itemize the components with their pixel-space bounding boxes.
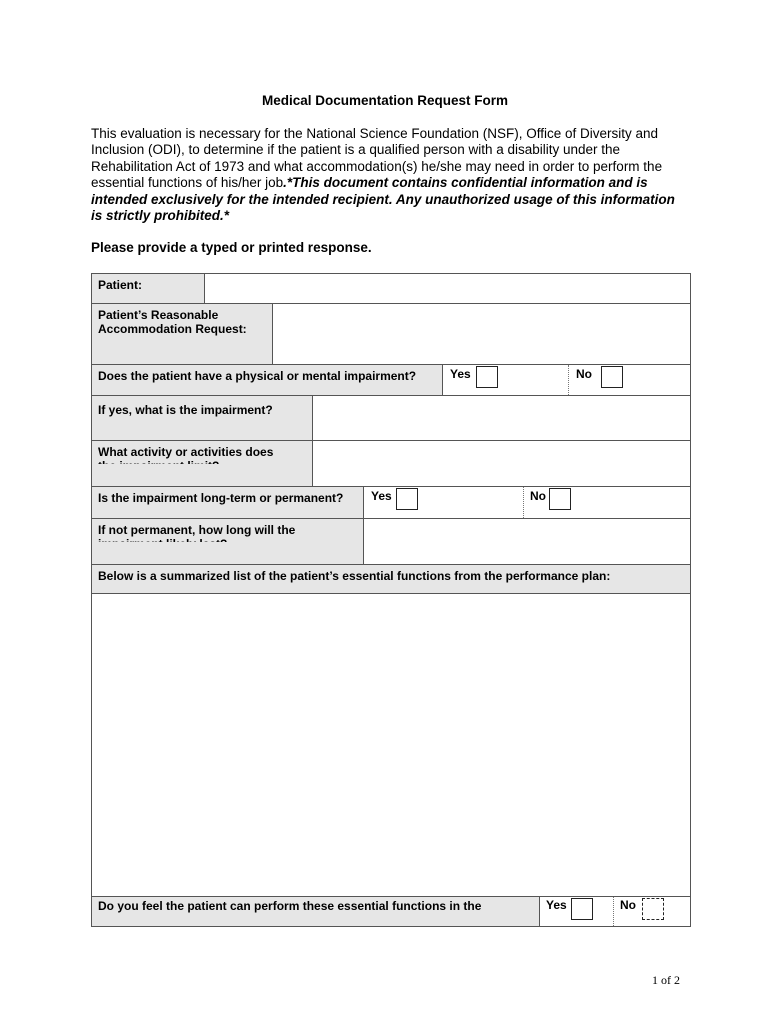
impairment-answer-divider [568,365,569,395]
longterm-question: Is the impairment long-term or permanent? [91,486,364,519]
perform-no-checkbox[interactable] [642,898,664,920]
longterm-yes-checkbox[interactable] [396,488,418,510]
howlong-label [91,518,364,543]
longterm-yes-label: Yes [371,489,392,503]
impairment-question: Does the patient have a physical or mental impairment? [91,364,443,396]
perform-yes-checkbox[interactable] [571,898,593,920]
activity-label-line-1: What activity or activities does [98,445,274,459]
request-label-line-2: Accommodation Request: [98,322,247,336]
impairment-no-checkbox[interactable] [601,366,623,388]
patient-input[interactable] [204,273,691,304]
perform-no-label: No [620,898,636,912]
howlong-input[interactable] [363,518,691,565]
perform-yes-label: Yes [546,898,567,912]
impairment-what-input[interactable] [312,395,691,441]
intro-text: This evaluation is necessary for the National Science Foundation (NSF), Office of Diversity and Inclusion (ODI), to determine if the patient is a qualified person with a disability under the Rehabilitation Act of 1973 and what accommodation(s) he/she may need in order to perform the essential functions of his/her job [91,126,663,191]
activity-input[interactable] [312,440,691,487]
response-instruction: Please provide a typed or printed response. [91,240,372,255]
longterm-no-checkbox[interactable] [549,488,571,510]
impairment-no-label: No [576,367,592,381]
form-title: Medical Documentation Request Form [261,93,509,108]
confidentiality-notice: .*This document contains confidential information and is intended exclusively for the intended recipient. Any unauthorized usage of this information is strictly prohibited.* [91,175,675,224]
impairment-yes-checkbox[interactable] [476,366,498,388]
impairment-yes-label: Yes [450,367,471,381]
impairment-what-label: If yes, what is the impairment? [91,395,313,441]
request-label-line-1: Patient’s Reasonable [98,308,219,322]
functions-header: Below is a summarized list of the patient’s essential functions from the performance plan: [91,564,691,594]
howlong-label-lower [91,542,364,565]
longterm-answer-divider [523,487,524,518]
intro-paragraph [91,126,686,224]
perform-answer-divider [613,897,614,926]
activity-label-lower [91,464,313,487]
activity-label [91,440,313,465]
functions-list-area[interactable] [91,593,691,897]
longterm-no-label: No [530,489,546,503]
request-input[interactable] [272,303,691,365]
page-number: 1 of 2 [652,973,680,987]
patient-label: Patient: [91,273,205,304]
perform-question: Do you feel the patient can perform these essential functions in the [91,896,540,927]
request-label [91,303,273,365]
howlong-label-line-1: If not permanent, how long will the [98,523,296,537]
